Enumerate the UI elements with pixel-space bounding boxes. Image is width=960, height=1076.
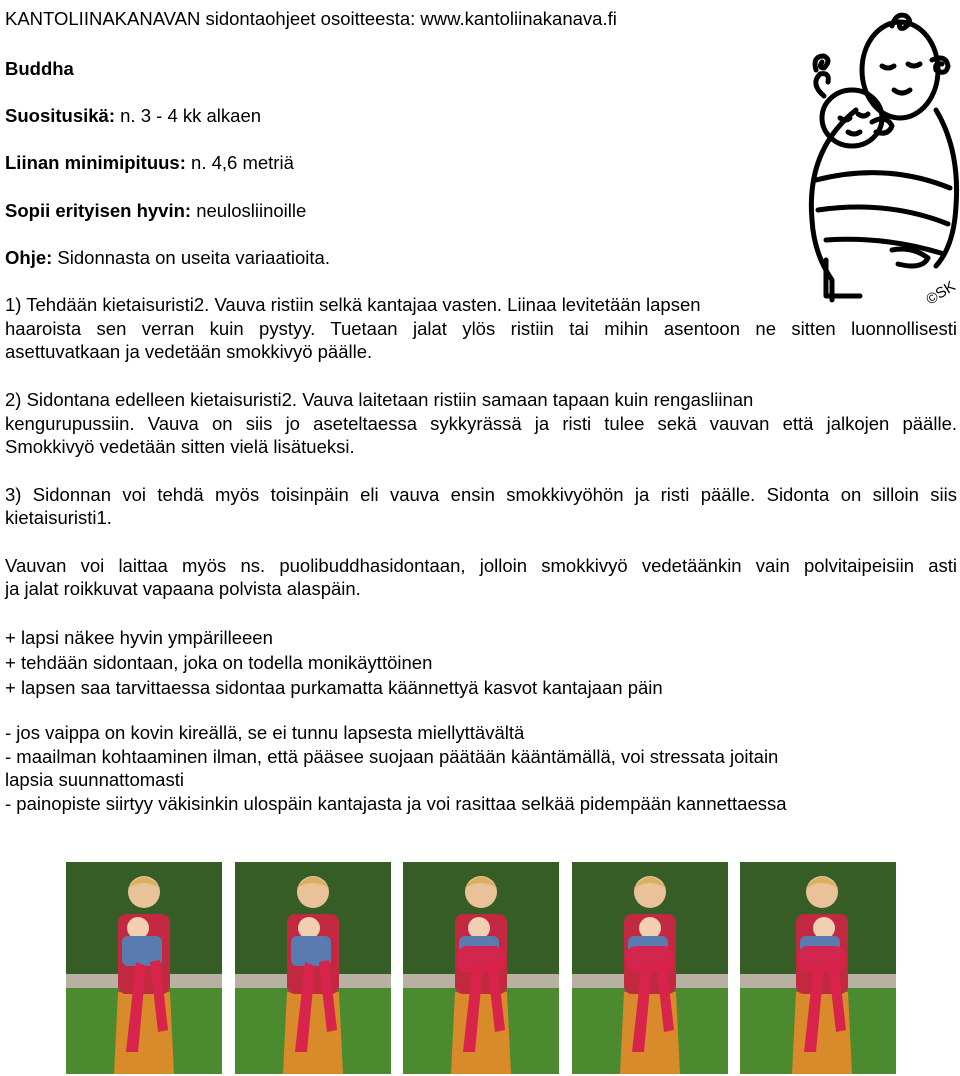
step3-line1: 3) Sidonnan voi tehdä myös toisinpäin eli vauva ensin smokkivyöhön ja risti päälle. Sidonta on silloin siis <box>5 484 957 505</box>
photo-baby-head <box>813 917 835 939</box>
pro-item: + tehdään sidontaan, joka on todella monikäyttöinen <box>5 652 433 673</box>
variant-note <box>5 554 957 600</box>
photo-baby-head <box>639 917 661 939</box>
step2-line2: kengurupussiin. Vauva on siis jo aseteltaessa sykkyrässä ja risti tulee sekä vauvan että jalkojen päälle. <box>5 413 957 434</box>
step3 <box>5 483 957 529</box>
photo-baby-head <box>468 917 490 939</box>
variant-line1: Vauvan voi laittaa myös ns. puolibuddhasidontaan, jolloin smokkivyö vedetäänkin vain polvitaipeisiin asti <box>5 555 957 576</box>
suits-row <box>5 199 306 222</box>
step2-rest <box>5 412 957 458</box>
step1-line2: haaroista sen verran kuin pystyy. Tuetaan jalat ylös ristiin tai mihin asentoon ne sitten luonnollisesti <box>5 318 957 339</box>
photo-step-3 <box>403 862 559 1074</box>
variant-line2: ja jalat roikkuvat vapaana polvista alaspäin. <box>5 578 361 599</box>
age-value: n. 3 - 4 kk alkaen <box>120 105 262 126</box>
pros-list <box>5 626 663 701</box>
pro-item: + lapsen saa tarvittaessa sidontaa purkamatta käännettyä kasvot kantajaan päin <box>5 677 663 698</box>
step2-line1: 2) Sidontana edelleen kietaisuristi2. Vauva laitetaan ristiin samaan tapaan kuin rengasliinan <box>5 389 754 410</box>
page-title: Buddha <box>5 58 74 79</box>
age-row <box>5 104 261 127</box>
guide-label: Ohje: <box>5 247 53 268</box>
cons-list <box>5 721 787 816</box>
suits-value: neulosliinoille <box>196 200 307 221</box>
guide-row <box>5 246 330 269</box>
photo-step-4 <box>572 862 728 1074</box>
con-item: - jos vaippa on kovin kireällä, se ei tunnu lapsesta miellyttävältä <box>5 722 525 743</box>
photo-baby-head <box>127 917 149 939</box>
photo-step-1 <box>66 862 222 1074</box>
photo-baby-head <box>298 917 320 939</box>
age-label: Suositusikä: <box>5 105 115 126</box>
suits-label: Sopii erityisen hyvin: <box>5 200 192 221</box>
pro-item: + lapsi näkee hyvin ympärilleeen <box>5 627 273 648</box>
step3-line2: kietaisuristi1. <box>5 507 112 528</box>
photo-step-5 <box>740 862 896 1074</box>
con-item: - painopiste siirtyy väkisinkin ulospäin kantajasta ja voi rasittaa selkää pidempään kannettaessa <box>5 793 787 814</box>
con-item: lapsia suunnattomasti <box>5 769 184 790</box>
con-item: - maailman kohtaaminen ilman, että pääsee suojaan päätään kääntämällä, voi stressata joitain <box>5 746 779 767</box>
page-header: KANTOLIINAKANAVAN sidontaohjeet osoitteesta: www.kantoliinakanava.fi <box>5 8 617 29</box>
length-value: n. 4,6 metriä <box>191 152 294 173</box>
step1-rest <box>5 317 957 363</box>
length-label: Liinan minimipituus: <box>5 152 186 173</box>
guide-value: Sidonnasta on useita variaatioita. <box>57 247 330 268</box>
step1-line3: asettuvatkaan ja vedetään smokkivyö päälle. <box>5 341 373 362</box>
photo-step-2 <box>235 862 391 1074</box>
length-row <box>5 151 294 174</box>
step2-line3: Smokkivyö vedetään sitten vielä lisätueksi. <box>5 436 355 457</box>
logo-copyright: ©SK <box>923 277 959 306</box>
babywearing-logo-icon <box>796 0 960 306</box>
step1-line1: 1) Tehdään kietaisuristi2. Vauva ristiin selkä kantajaa vasten. Liinaa levitetään lapsen <box>5 294 701 315</box>
